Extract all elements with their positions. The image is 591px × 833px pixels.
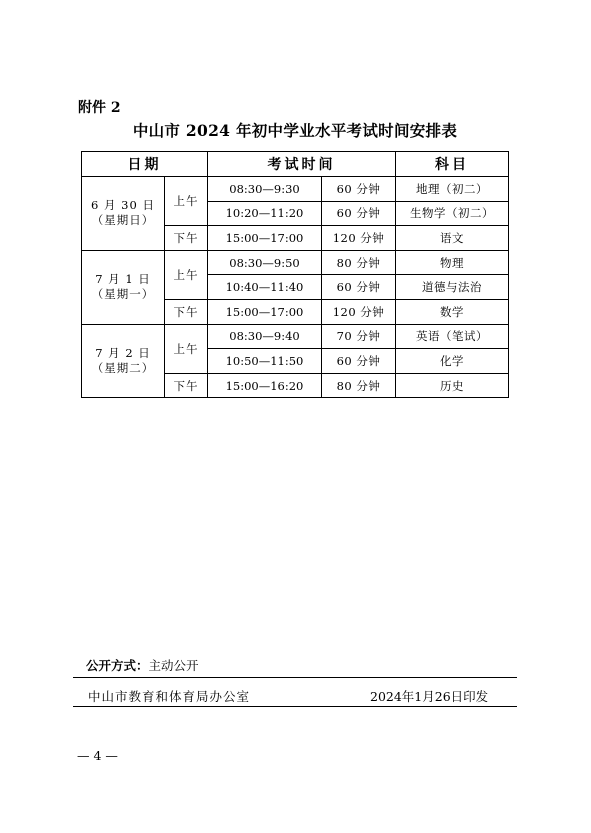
period-am: 上午 xyxy=(165,177,208,226)
exam-duration: 80 分钟 xyxy=(322,373,396,398)
date-cell xyxy=(82,250,165,324)
publicity-label: 公开方式： xyxy=(86,658,149,673)
date-cell xyxy=(82,324,165,398)
header-exam-time: 考试时间 xyxy=(208,152,396,177)
period-pm: 下午 xyxy=(165,299,208,324)
page-number: — 4 — xyxy=(77,748,118,763)
exam-duration: 60 分钟 xyxy=(322,349,396,374)
exam-time: 10:40—11:40 xyxy=(208,275,322,300)
table-row xyxy=(82,177,509,202)
issuer: 中山市教育和体育局办公室 xyxy=(88,689,251,704)
issue-date: 2024年1月26日印发 xyxy=(370,689,489,704)
date-cell xyxy=(82,177,165,251)
date-text: 7 月 1 日 xyxy=(95,272,151,287)
exam-subject: 化学 xyxy=(396,349,509,374)
exam-duration: 60 分钟 xyxy=(322,201,396,226)
date-text: 6 月 30 日 xyxy=(91,198,155,213)
weekday-text: （星期二） xyxy=(91,360,155,375)
publicity-value: 主动公开 xyxy=(148,658,199,673)
weekday-text: （星期日） xyxy=(91,213,155,228)
exam-subject: 物理 xyxy=(396,250,509,275)
exam-time: 15:00—16:20 xyxy=(208,373,322,398)
table-header-row xyxy=(82,152,509,177)
period-pm: 下午 xyxy=(165,226,208,251)
exam-subject: 道德与法治 xyxy=(396,275,509,300)
period-pm: 下午 xyxy=(165,373,208,398)
exam-time: 08:30—9:40 xyxy=(208,324,322,349)
exam-subject: 地理（初二） xyxy=(396,177,509,202)
exam-time: 08:30—9:50 xyxy=(208,250,322,275)
exam-schedule-table xyxy=(81,151,509,398)
exam-time: 15:00—17:00 xyxy=(208,299,322,324)
divider-top xyxy=(73,677,517,678)
exam-time: 10:20—11:20 xyxy=(208,201,322,226)
exam-subject: 生物学（初二） xyxy=(396,201,509,226)
exam-duration: 120 分钟 xyxy=(322,226,396,251)
attachment-label: 附件 2 xyxy=(78,100,121,116)
exam-duration: 60 分钟 xyxy=(322,275,396,300)
table-row xyxy=(82,324,509,349)
period-am: 上午 xyxy=(165,250,208,299)
exam-subject: 英语（笔试） xyxy=(396,324,509,349)
exam-duration: 70 分钟 xyxy=(322,324,396,349)
exam-time: 10:50—11:50 xyxy=(208,349,322,374)
exam-subject: 历史 xyxy=(396,373,509,398)
weekday-text: （星期一） xyxy=(91,287,155,302)
exam-duration: 60 分钟 xyxy=(322,177,396,202)
exam-time: 15:00—17:00 xyxy=(208,226,322,251)
exam-subject: 语文 xyxy=(396,226,509,251)
period-am: 上午 xyxy=(165,324,208,373)
exam-time: 08:30—9:30 xyxy=(208,177,322,202)
header-date: 日期 xyxy=(82,152,208,177)
exam-duration: 120 分钟 xyxy=(322,299,396,324)
date-text: 7 月 2 日 xyxy=(95,345,151,360)
document-title: 中山市 2024 年初中学业水平考试时间安排表 xyxy=(132,121,458,140)
publicity-line xyxy=(86,656,199,674)
exam-duration: 80 分钟 xyxy=(322,250,396,275)
exam-subject: 数学 xyxy=(396,299,509,324)
divider-bottom xyxy=(73,706,517,707)
header-subject: 科目 xyxy=(396,152,509,177)
table-row xyxy=(82,250,509,275)
